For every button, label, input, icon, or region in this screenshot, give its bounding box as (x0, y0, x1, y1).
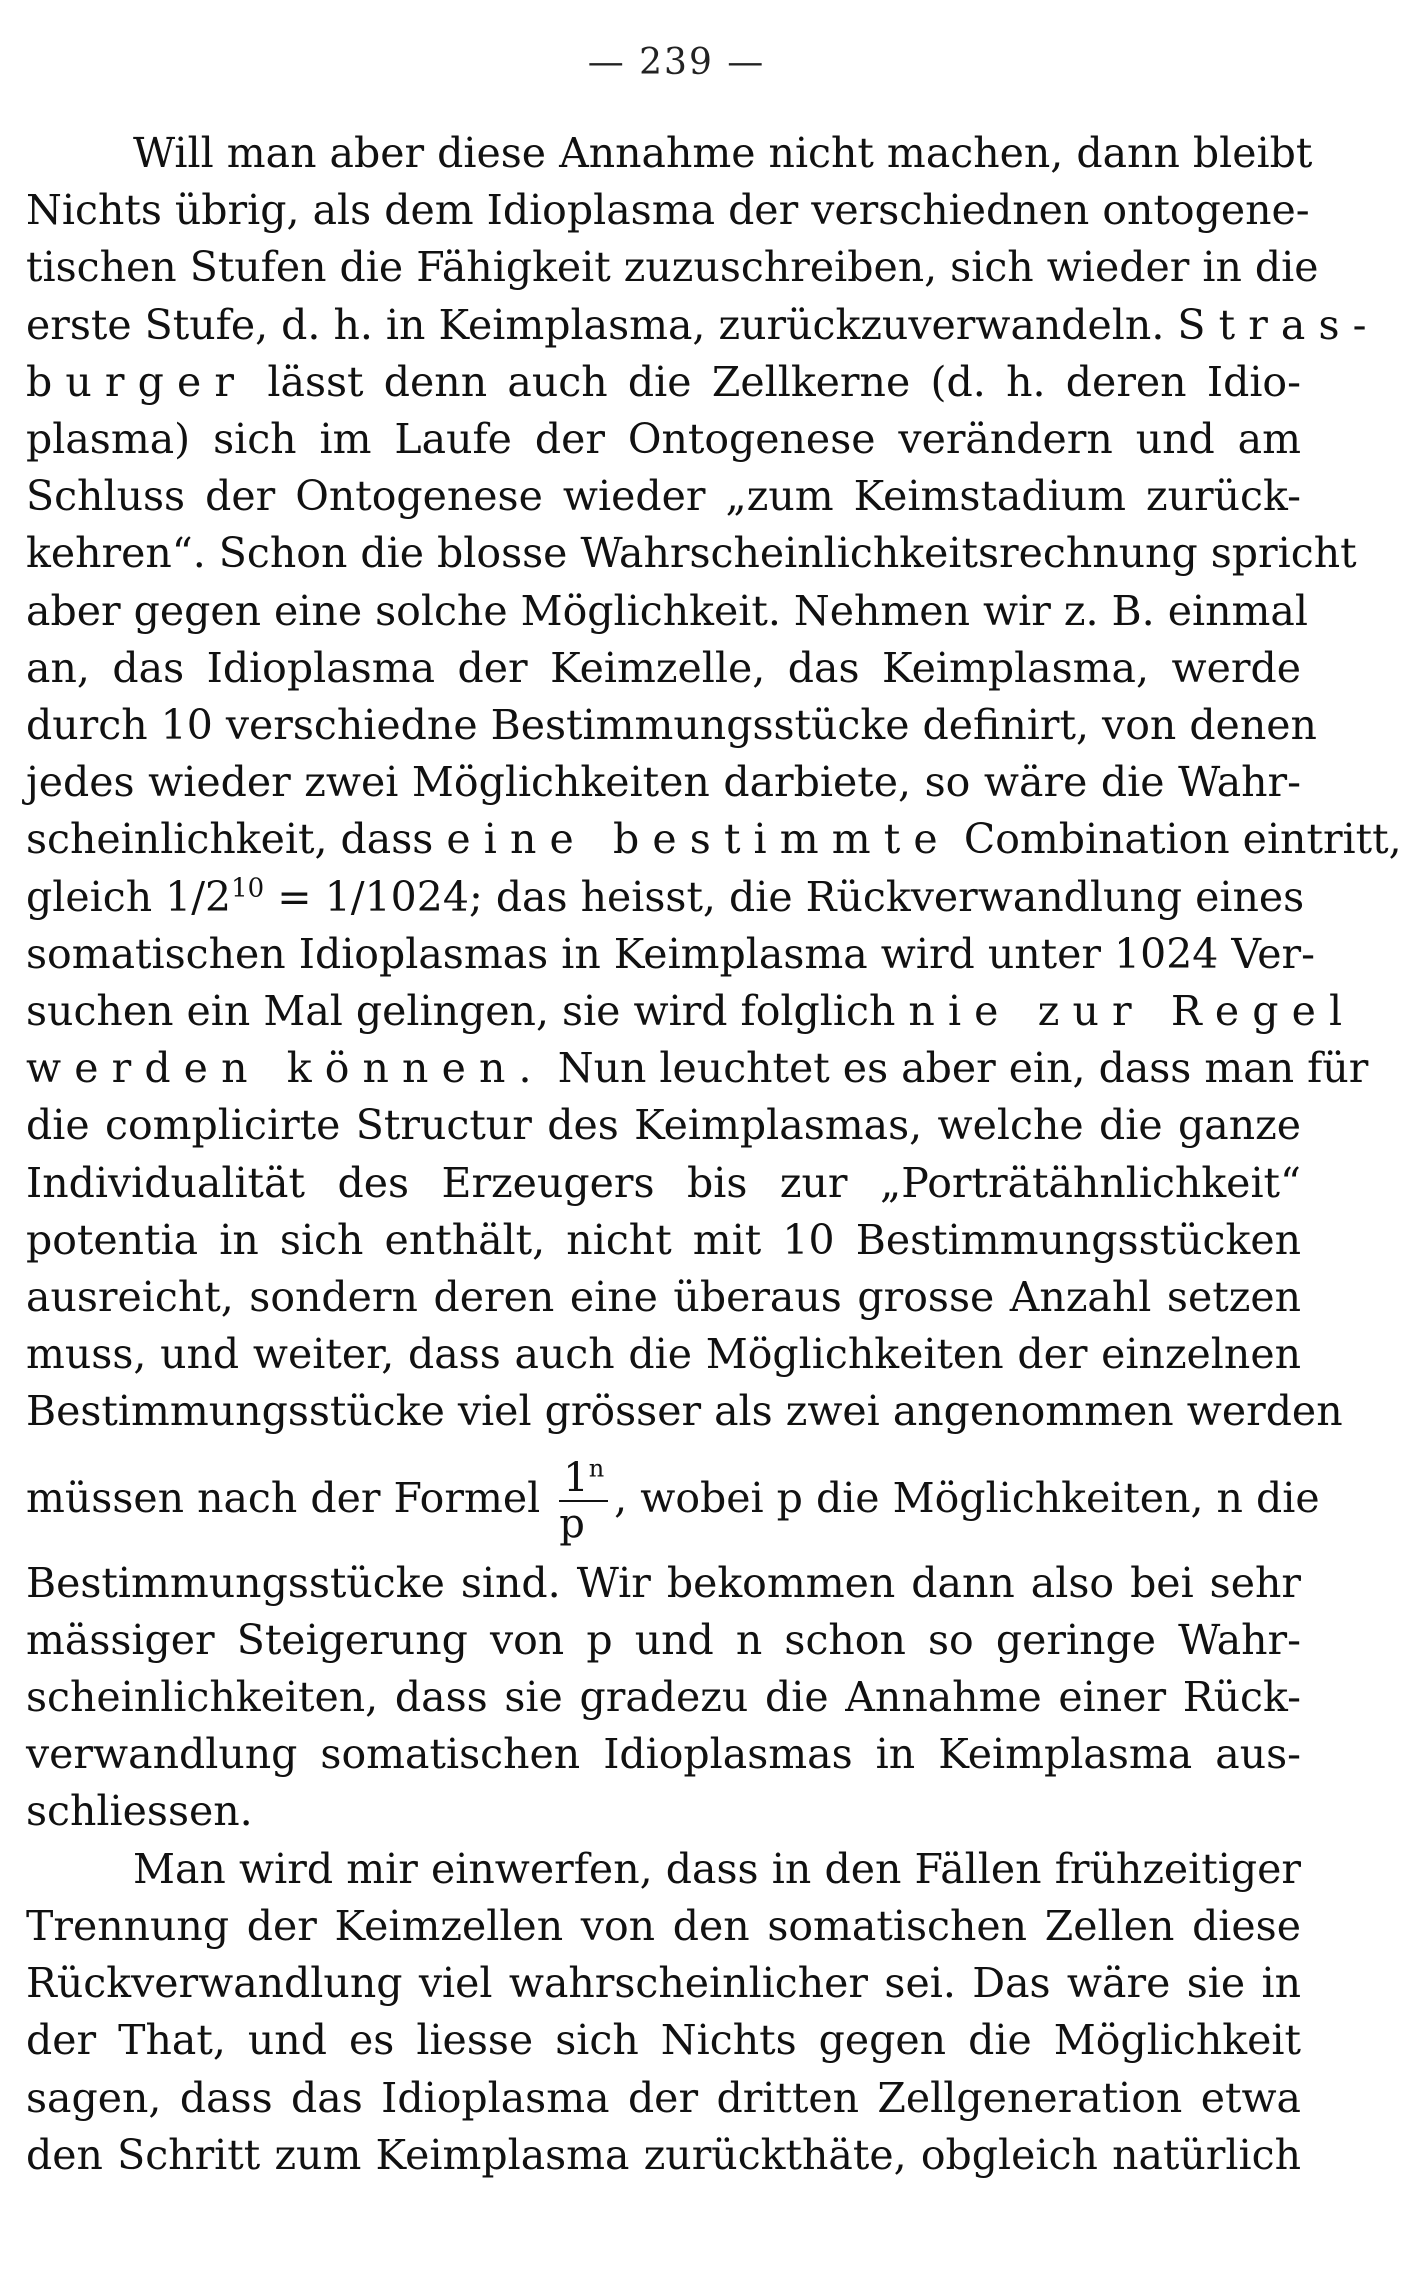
body-text (26, 125, 1402, 2184)
text-line: kehren“. Schon die blosse Wahrscheinlichkeitsrechnung spricht (26, 529, 1357, 578)
text-segment: suchen ein Mal gelingen, sie wird folglich (26, 987, 896, 1036)
text-line: mässiger Steigerung von p und n schon so geringe Wahr- (26, 1615, 1301, 1664)
text-line: Bestimmungsstücke sind. Wir bekommen dann also bei sehr (26, 1558, 1301, 1607)
text-line: Will man aber diese Annahme nicht machen, dann bleibt (133, 129, 1313, 177)
text-line: durch 10 verschiedne Bestimmungsstücke definirt, von denen (26, 701, 1317, 750)
text-line (26, 1040, 1369, 1097)
text-line: muss, und weiter, dass auch die Möglichkeiten der einzelnen (26, 1330, 1301, 1379)
text-line-formula (26, 1441, 1320, 1555)
text-line: somatischen Idioplasmas in Keimplasma wird unter 1024 Ver- (26, 929, 1315, 978)
spaced-phrase: eine bestimmte (446, 815, 951, 864)
text-line: Nichts übrig, als dem Idioplasma der verschiednen ontogene- (26, 186, 1310, 235)
text-segment: Nun leuchtet es aber ein, dass man für (557, 1044, 1369, 1093)
text-line (26, 297, 1380, 354)
text-segment: scheinlichkeit, dass (26, 815, 434, 864)
text-line (26, 983, 1356, 1040)
numerator-exponent: n (588, 1454, 605, 1483)
text-line: Bestimmungsstücke viel grösser als zwei angenommen werden (26, 1387, 1343, 1436)
text-line: potentia in sich enthält, nicht mit 10 Bestimmungsstücken (26, 1215, 1301, 1264)
text-segment: erste Stufe, d. h. in Keimplasma, zurückzuverwandeln. (26, 300, 1165, 349)
text-line: schliessen. (26, 1787, 253, 1836)
text-line (26, 869, 1305, 926)
text-line: ausreicht, sondern deren eine überaus grosse Anzahl setzen (26, 1273, 1301, 1322)
equals-sign: = (277, 872, 312, 921)
spaced-phrase: werden können. (26, 1044, 545, 1093)
text-line (26, 811, 1402, 868)
text-line: Rückverwandlung viel wahrscheinlicher sei. Das wäre sie in (26, 1959, 1301, 2008)
text-line: Trennung der Keimzellen von den somatischen Zellen diese (26, 1901, 1301, 1950)
text-line: Schluss der Ontogenese wieder „zum Keimstadium zurück- (26, 472, 1301, 521)
text-segment: gleich (26, 872, 153, 921)
text-line: scheinlichkeiten, dass sie gradezu die Annahme einer Rück- (26, 1673, 1301, 1722)
text-segment: Combination eintritt, (963, 815, 1402, 864)
formula-fraction (559, 1454, 608, 1548)
semicolon: ; (468, 872, 483, 921)
fraction-half-power (165, 873, 264, 921)
text-line: Man wird mir einwerfen, dass in den Fällen frühzeitiger (133, 1844, 1301, 1893)
text-line: verwandlung somatischen Idioplasmas in Keimplasma aus- (26, 1730, 1301, 1779)
text-segment: müssen nach der Formel (26, 1473, 541, 1522)
fraction-text: 1/2 (165, 872, 232, 921)
numerator-base: 1 (563, 1455, 589, 1502)
paragraph-2 (26, 1841, 1301, 2184)
fraction-text: 1/1024 (324, 872, 469, 921)
paragraph-1 (26, 125, 1402, 1841)
spaced-name: Stras- (1177, 300, 1380, 349)
text-segment: das heisst, die Rückverwandlung eines (495, 872, 1305, 921)
page-number: — 239 — (587, 42, 766, 83)
fraction-1024 (325, 873, 483, 921)
text-line: der That, und es liesse sich Nichts gegen die Möglichkeit (26, 2016, 1301, 2065)
spaced-phrase: nie zur Regel (908, 987, 1356, 1036)
text-line: die complicirte Structur des Keimplasmas, welche die ganze (26, 1101, 1301, 1150)
text-line: jedes wieder zwei Möglichkeiten darbiete, so wäre die Wahr- (26, 758, 1301, 807)
text-line: plasma) sich im Laufe der Ontogenese verändern und am (26, 415, 1301, 464)
text-line: aber gegen eine solche Möglichkeit. Nehmen wir z. B. einmal (26, 586, 1308, 635)
text-line: tischen Stufen die Fähigkeit zuzuschreiben, sich wieder in die (26, 243, 1319, 292)
text-line (26, 354, 1301, 411)
exponent: 10 (231, 872, 265, 903)
spaced-name: burger (26, 357, 248, 406)
text-line: Individualität des Erzeugers bis zur „Porträtähnlichkeit“ (26, 1158, 1301, 1207)
formula-denominator: p (559, 1501, 585, 1548)
text-line: den Schritt zum Keimplasma zurückthäte, obgleich natürlich (26, 2130, 1301, 2179)
text-segment: , wobei p die Möglichkeiten, n die (614, 1473, 1320, 1522)
text-line: an, das Idioplasma der Keimzelle, das Keimplasma, werde (26, 643, 1301, 692)
text-line: sagen, dass das Idioplasma der dritten Zellgeneration etwa (26, 2073, 1301, 2122)
formula-numerator (559, 1454, 608, 1502)
text-segment: lässt denn auch die Zellkerne (d. h. deren Idio- (267, 357, 1301, 406)
